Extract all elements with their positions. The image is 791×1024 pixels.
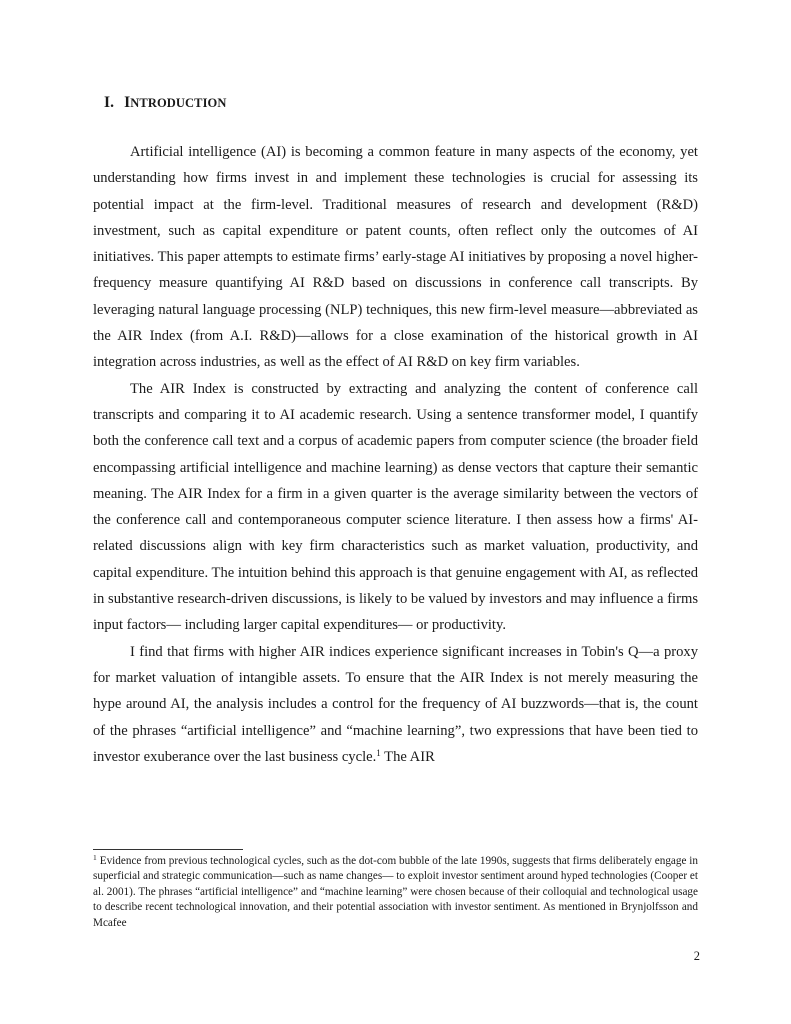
footnote bbox=[93, 854, 698, 931]
footnote-marker: 1 bbox=[93, 853, 97, 862]
paragraph-3 bbox=[93, 639, 698, 770]
paragraph-1: Artificial intelligence (AI) is becoming a common feature in many aspects of the economy, yet understanding how firms invest in and implement these technologies is crucial for assessing its potential impact at the firm-level. Traditional measures of research and development (R&D) investment, such as capital expenditure or patent counts, often reflect only the outcomes of AI initiatives. This paper attempts to estimate firms’ early-stage AI initiatives by proposing a novel higher-frequency measure quantifying AI R&D based on discussions in conference call transcripts. By leveraging natural language processing (NLP) techniques, this new firm-level measure—abbreviated as the AIR Index (from A.I. R&D)—allows for a close examination of the historical growth in AI integration across industries, as well as the effect of AI R&D on key firm variables. bbox=[93, 144, 698, 371]
paragraph-3-text: I find that firms with higher AIR indices experience significant increases in Tobin's Q—a proxy for market valuation of intangible assets. To ensure that the AIR Index is not merely measuring the hype around AI, the analysis includes a control for the frequency of AI buzzwords—that is, the count of the phrases “artificial intelligence” and “machine learning”, two expressions that have been tied to investor exuberance over the last business cycle. bbox=[93, 643, 698, 765]
page-number: 2 bbox=[693, 949, 700, 963]
section-heading bbox=[104, 94, 227, 112]
paragraph-3-continuation: The AIR bbox=[380, 748, 435, 765]
body-text bbox=[93, 139, 698, 770]
footnote-divider bbox=[93, 849, 243, 850]
section-title-rest: NTRODUCTION bbox=[130, 96, 227, 110]
section-title-initial: I bbox=[124, 94, 131, 111]
footnote-text: Evidence from previous technological cycles, such as the dot-com bubble of the late 1990s, suggests that firms deliberately engage in superficial and strategic communication—such as name changes— to exploit investor sentiment around hyped technologies (Cooper et al. 2001). The phrases “artificial intelligence” and “machine learning” were chosen because of their colloquial and technological usage to describe recent technological innovation, and their potential association with investor sentiment. As mentioned in Brynjolfsson and Mcafee bbox=[93, 855, 698, 929]
paragraph-2: The AIR Index is constructed by extracting and analyzing the content of conference call transcripts and comparing it to AI academic research. Using a sentence transformer model, I quantify both the conference call text and a corpus of academic papers from computer science (the broader field encompassing artificial intelligence and machine learning) as dense vectors that capture their semantic meaning. The AIR Index for a firm in a given quarter is the average similarity between the vectors of the conference call and contemporaneous computer science literature. I then assess how a firms' AI-related discussions align with key firm characteristics such as market valuation, productivity, and capital expenditure. The intuition behind this approach is that genuine engagement with AI, as reflected in substantive research-driven discussions, is likely to be valued by investors and may influence a firms input factors— including larger capital expenditures— or productivity. bbox=[93, 380, 698, 634]
section-number: I. bbox=[104, 94, 115, 111]
footnote-reference[interactable]: 1 bbox=[376, 747, 381, 758]
